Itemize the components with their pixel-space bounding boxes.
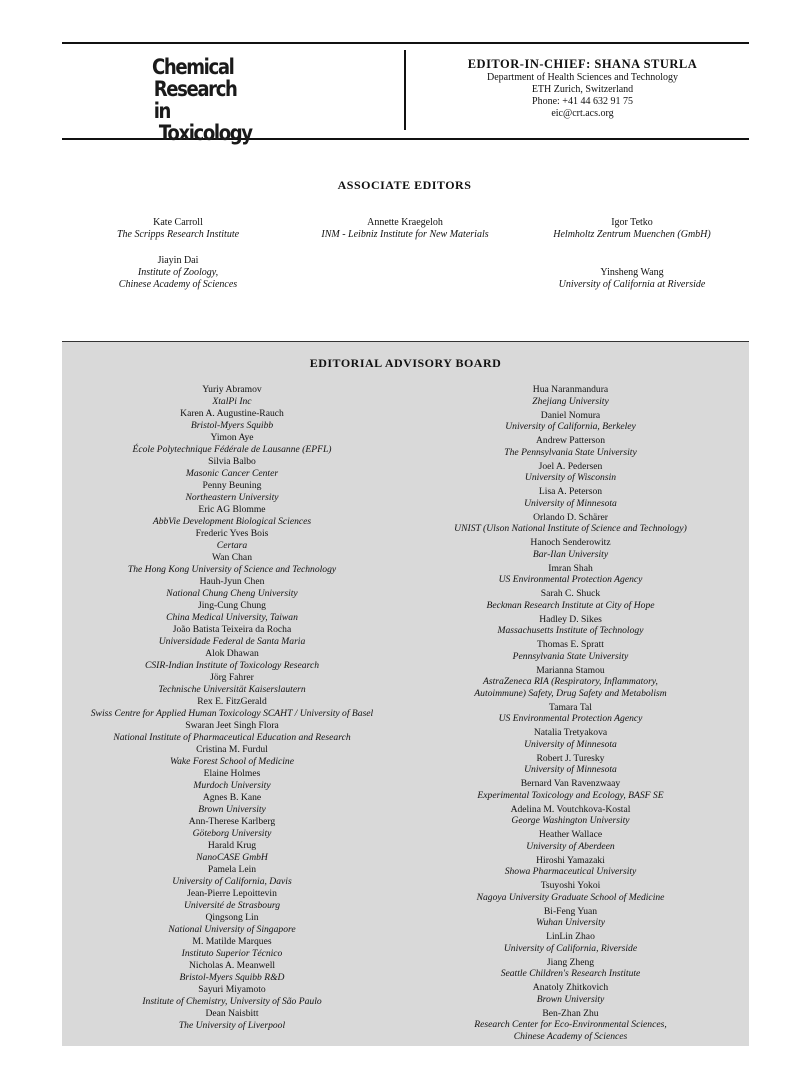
board-member — [407, 639, 734, 662]
member-affiliation: University of California, Riverside — [503, 942, 638, 954]
member-affiliation: US Environmental Protection Agency — [498, 713, 643, 725]
member-affiliation: University of Minnesota — [524, 764, 617, 776]
member-affiliation: Nagoya University Graduate School of Medicine — [476, 891, 665, 903]
member-name: Natalia Tretyakova — [533, 727, 608, 739]
board-member — [62, 432, 402, 455]
board-member — [407, 1008, 734, 1043]
eic-phone: Phone: +41 44 632 91 75 — [532, 96, 633, 107]
member-name: Imran Shah — [548, 562, 593, 574]
board-member — [407, 727, 734, 750]
member-name: Robert J. Turesky — [536, 752, 605, 764]
member-affiliation: Massachusetts Institute of Technology — [497, 625, 644, 637]
member-affiliation: Showa Pharmaceutical University — [504, 866, 637, 878]
board-member — [62, 840, 402, 863]
editor-name: Igor Tetko — [611, 217, 653, 228]
member-affiliation: Masonic Cancer Center — [185, 467, 279, 479]
member-name: Cristina M. Furdul — [196, 744, 268, 755]
board-member — [62, 888, 402, 911]
board-member — [62, 480, 402, 503]
board-member — [407, 384, 734, 407]
member-name: Karen A. Augustine-Rauch — [180, 408, 284, 419]
member-affiliation: George Washington University — [511, 815, 630, 827]
board-member — [62, 576, 402, 599]
member-affiliation: University of California, Berkeley — [505, 421, 636, 433]
advisory-board-right-column — [407, 384, 734, 1045]
member-name: Orlando D. Schärer — [533, 511, 608, 523]
member-affiliation: AbbVie Development Biological Sciences — [152, 515, 312, 527]
member-name: Eric AG Blomme — [198, 504, 266, 515]
member-affiliation: Wuhan University — [535, 917, 605, 929]
member-affiliation: Seattle Children's Research Institute — [500, 968, 641, 980]
member-name: Alok Dhawan — [205, 648, 259, 659]
editor-affiliation: Chinese Academy of Sciences — [118, 279, 238, 290]
member-name: Adelina M. Voutchkova-Kostal — [510, 803, 631, 815]
member-name: Hiroshi Yamazaki — [536, 854, 605, 866]
board-member — [62, 624, 402, 647]
board-member — [407, 829, 734, 852]
member-name: Jing-Cung Chung — [198, 600, 266, 611]
member-name: Tamara Tal — [549, 701, 592, 713]
member-name: Hua Naranmandura — [532, 384, 609, 395]
member-name: Lisa A. Peterson — [538, 486, 603, 497]
editor-in-chief-block — [430, 58, 735, 120]
member-name: Rex E. FitzGerald — [197, 696, 267, 707]
member-affiliation: Research Center for Eco-Environmental Sciences, — [474, 1019, 667, 1031]
member-affiliation: Northeastern University — [185, 491, 279, 503]
member-affiliation: Technische Universität Kaiserslautern — [158, 683, 306, 695]
editor-affiliation: University of California at Riverside — [558, 279, 706, 290]
member-affiliation: China Medical University, Taiwan — [166, 611, 298, 623]
associate-editor — [58, 255, 298, 291]
member-affiliation: Université de Strasbourg — [183, 899, 281, 911]
logo-line-3: Toxicology — [158, 121, 252, 145]
board-member — [62, 720, 402, 743]
member-affiliation: AstraZeneca RIA (Respiratory, Inflammatory, — [483, 676, 658, 688]
member-name: Jean-Pierre Lepoittevin — [187, 888, 277, 899]
member-name: M. Matilde Marques — [192, 936, 272, 947]
board-member — [62, 456, 402, 479]
eic-location: ETH Zurich, Switzerland — [531, 84, 634, 95]
board-member — [62, 384, 402, 407]
board-member — [407, 880, 734, 903]
member-affiliation: Bar-Ilan University — [532, 548, 609, 560]
board-member — [407, 982, 734, 1005]
member-name: Agnes B. Kane — [202, 792, 262, 803]
member-name: Hauh-Jyun Chen — [199, 576, 265, 587]
member-affiliation: Zhejiang University — [532, 395, 609, 407]
logo-line-2: Research in — [153, 77, 237, 123]
member-affiliation: US Environmental Protection Agency — [498, 574, 643, 586]
board-member — [407, 665, 734, 700]
board-member — [62, 768, 402, 791]
member-name: Qingsong Lin — [205, 912, 259, 923]
member-name: Dean Naisbitt — [205, 1008, 259, 1019]
member-name: Daniel Nomura — [540, 409, 601, 421]
member-affiliation: Beckman Research Institute at City of Hope — [486, 599, 655, 611]
member-affiliation: University of Aberdeen — [526, 840, 615, 852]
member-name: Jiang Zheng — [546, 956, 595, 968]
member-affiliation: Brown University — [198, 803, 266, 815]
board-member — [62, 696, 402, 719]
member-name: Joel A. Pedersen — [538, 460, 603, 472]
board-member — [62, 504, 402, 527]
board-member — [407, 486, 734, 509]
board-member — [407, 957, 734, 980]
member-affiliation: Autoimmune) Safety, Drug Safety and Metabolism — [474, 687, 667, 699]
board-member — [62, 648, 402, 671]
board-member — [62, 792, 402, 815]
member-name: Ann-Therese Karlberg — [188, 816, 276, 827]
member-name: Nicholas A. Meanwell — [188, 960, 276, 971]
header-vertical-divider — [404, 50, 406, 130]
member-affiliation: UNIST (Ulson National Institute of Science and Technology) — [454, 523, 687, 535]
member-name: Hadley D. Sikes — [539, 613, 602, 625]
header-top-rule — [62, 42, 749, 44]
editor-affiliation: The Scripps Research Institute — [116, 229, 240, 240]
member-name: Pamela Lein — [207, 864, 257, 875]
member-affiliation: National University of Singapore — [168, 923, 296, 935]
associate-editor — [58, 217, 298, 241]
editor-affiliation: Helmholtz Zentrum Muenchen (GmbH) — [553, 229, 711, 240]
editorial-advisory-board — [62, 341, 749, 1046]
member-affiliation: National Institute of Pharmaceutical Education and Research — [113, 731, 351, 743]
member-affiliation: University of Minnesota — [524, 738, 617, 750]
member-name: Tsuyoshi Yokoi — [540, 880, 601, 892]
board-member — [407, 512, 734, 535]
member-affiliation: The Hong Kong University of Science and Technology — [127, 563, 337, 575]
board-member — [62, 600, 402, 623]
editor-name: Annette Kraegeloh — [367, 217, 443, 228]
member-name: Bernard Van Ravenzwaay — [520, 778, 621, 790]
member-affiliation: CSIR-Indian Institute of Toxicology Research — [144, 659, 320, 671]
board-member — [62, 552, 402, 575]
member-affiliation: Wake Forest School of Medicine — [170, 755, 294, 767]
advisory-board-left-column — [62, 384, 402, 1032]
editor-in-chief-title: EDITOR-IN-CHIEF: SHANA STURLA — [467, 57, 698, 71]
member-name: Wan Chan — [212, 552, 252, 563]
member-name: Sarah C. Shuck — [540, 588, 601, 599]
member-affiliation: Instituto Superior Técnico — [181, 947, 283, 959]
board-member — [407, 461, 734, 484]
journal-logo — [152, 55, 252, 145]
board-member — [62, 912, 402, 935]
member-name: Frederic Yves Bois — [195, 528, 269, 539]
member-name: LinLin Zhao — [546, 931, 595, 943]
advisory-board-heading: EDITORIAL ADVISORY BOARD — [309, 356, 502, 370]
editor-name: Kate Carroll — [153, 217, 203, 228]
board-member — [62, 672, 402, 695]
member-affiliation: Brown University — [536, 993, 605, 1005]
board-member — [62, 816, 402, 839]
member-name: Ben-Zhan Zhu — [542, 1007, 599, 1019]
editor-name: Jiayin Dai — [157, 255, 199, 266]
member-name: Bi-Feng Yuan — [543, 905, 598, 917]
member-affiliation: The Pennsylvania State University — [504, 446, 637, 458]
member-affiliation: Experimental Toxicology and Ecology, BASF SE — [477, 789, 664, 801]
editor-affiliation: Institute of Zoology, — [137, 267, 219, 278]
member-name: Jörg Fahrer — [210, 672, 254, 683]
member-affiliation: Pennsylvania State University — [512, 650, 629, 662]
board-member — [407, 537, 734, 560]
member-name: Thomas E. Spratt — [537, 639, 604, 650]
member-name: Harald Krug — [207, 840, 257, 851]
board-member — [407, 702, 734, 725]
member-name: Hanoch Senderowitz — [530, 537, 611, 548]
board-member — [407, 614, 734, 637]
board-member — [407, 588, 734, 611]
board-member — [407, 410, 734, 433]
member-affiliation: Universidade Federal de Santa Maria — [158, 635, 306, 647]
member-affiliation: Certara — [216, 539, 248, 551]
associate-editor — [512, 267, 752, 291]
board-member — [62, 408, 402, 431]
board-member — [62, 1008, 402, 1031]
board-member — [407, 906, 734, 929]
member-affiliation: Bristol-Myers Squibb R&D — [179, 971, 285, 983]
member-name: Swaran Jeet Singh Flora — [185, 720, 279, 731]
board-member — [407, 855, 734, 878]
member-affiliation: University of California, Davis — [172, 875, 292, 887]
member-affiliation: National Chung Cheng University — [166, 587, 298, 599]
board-member — [407, 804, 734, 827]
board-member — [62, 528, 402, 551]
member-affiliation: École Polytechnique Fédérale de Lausanne (EPFL) — [132, 443, 332, 455]
logo-line-1: Chemical — [152, 55, 234, 79]
editor-affiliation: INM - Leibniz Institute for New Materials — [321, 229, 489, 240]
board-member — [62, 936, 402, 959]
member-affiliation: The University of Liverpool — [178, 1019, 286, 1031]
board-member — [62, 960, 402, 983]
eic-department: Department of Health Sciences and Technology — [487, 72, 678, 83]
associate-editor — [512, 217, 752, 241]
board-member — [62, 744, 402, 767]
member-name: Yuriy Abramov — [202, 384, 262, 395]
member-name: Sayuri Miyamoto — [198, 984, 266, 995]
member-name: Marianna Stamou — [536, 664, 605, 676]
member-name: Yimon Aye — [210, 432, 254, 443]
member-name: Anatoly Zhitkovich — [532, 982, 609, 994]
member-name: Heather Wallace — [538, 829, 603, 841]
editor-name: Yinsheng Wang — [600, 267, 664, 278]
member-name: Elaine Holmes — [203, 768, 261, 779]
member-affiliation: NanoCASE GmbH — [196, 851, 268, 863]
board-member — [62, 984, 402, 1007]
member-affiliation: University of Minnesota — [524, 497, 617, 509]
member-affiliation: XtalPi Inc — [212, 395, 252, 407]
board-member — [407, 753, 734, 776]
board-member — [62, 864, 402, 887]
eic-email: eic@crt.acs.org — [551, 108, 614, 119]
board-member — [407, 778, 734, 801]
member-affiliation: Bristol-Myers Squibb — [190, 419, 274, 431]
member-name: Penny Beuning — [202, 480, 262, 491]
associate-editor — [285, 217, 525, 241]
board-member — [407, 435, 734, 458]
member-affiliation: Swiss Centre for Applied Human Toxicology SCAHT / University of Basel — [90, 707, 374, 719]
board-member — [407, 563, 734, 586]
associate-editors-heading: ASSOCIATE EDITORS — [337, 178, 472, 192]
member-name: João Batista Teixeira da Rocha — [172, 624, 292, 635]
member-affiliation: University of Wisconsin — [524, 472, 617, 484]
member-affiliation: Göteborg University — [192, 827, 272, 839]
member-affiliation: Murdoch University — [193, 779, 271, 791]
board-member — [407, 931, 734, 954]
member-name: Silvia Balbo — [208, 456, 256, 467]
member-affiliation: Institute of Chemistry, University of São Paulo — [142, 995, 322, 1007]
member-affiliation: Chinese Academy of Sciences — [513, 1031, 628, 1043]
member-name: Andrew Patterson — [535, 435, 605, 446]
